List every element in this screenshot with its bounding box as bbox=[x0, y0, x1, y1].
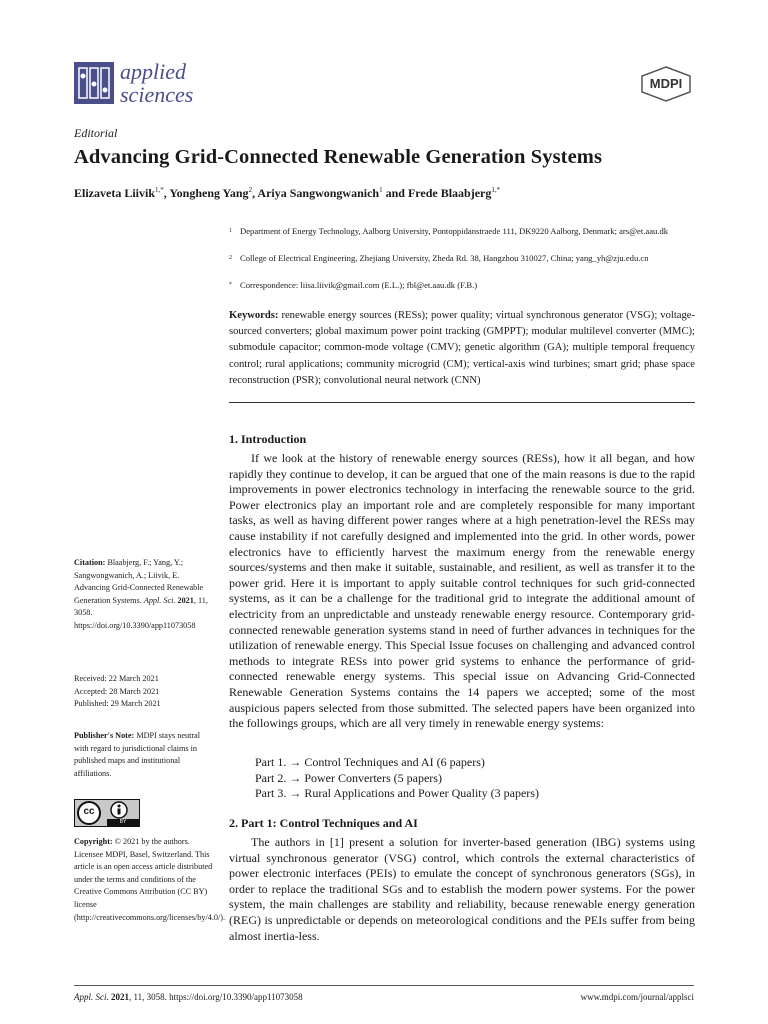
copyright-block bbox=[74, 836, 226, 924]
journal-logo[interactable] bbox=[74, 60, 234, 106]
author-separator: , bbox=[163, 186, 170, 200]
journal-logo-icon bbox=[74, 62, 114, 104]
affiliation-number: 1 bbox=[229, 228, 232, 234]
cc-cc-icon: cc bbox=[83, 806, 95, 817]
affiliation-text: College of Electrical Engineering, Zhejiang University, Zheda Rd. 38, Hangzhou 310027, China; yang_yh@zju.edu.cn bbox=[240, 253, 649, 263]
section-heading: 1. Introduction bbox=[229, 432, 307, 446]
cc-by-license-badge[interactable] bbox=[74, 799, 140, 827]
keywords-divider bbox=[229, 402, 695, 403]
author-separator: and bbox=[382, 186, 408, 200]
author-name[interactable]: Frede Blaabjerg bbox=[407, 186, 492, 200]
journal-name-line1: applied bbox=[120, 59, 186, 84]
author-affiliation-marker: 1 bbox=[379, 186, 383, 194]
received-date: Received: 22 March 2021 bbox=[74, 674, 159, 683]
dates-block bbox=[74, 673, 214, 711]
footer-citation bbox=[74, 992, 303, 1002]
citation-label: Citation: bbox=[74, 558, 106, 567]
author-name[interactable]: Ariya Sangwongwanich bbox=[257, 186, 380, 200]
accepted-date: Accepted: 28 March 2021 bbox=[74, 686, 160, 696]
footer-divider bbox=[74, 985, 694, 986]
affiliation-number: 2 bbox=[229, 255, 232, 261]
paragraph-text: The authors in [1] present a solution for inverter-based generation (IBG) systems using virtual synchronous generator (VSG) control, which controls the external characteristics of power electronic interfaces (PEIs) to emulate the concept of synchronous generators (SGs), in order to replace the traditional SGs and to establish the modern power systems. For the power system, the main challenges are stability and reliability, because renewable energy generation (REG) is unpredictable or depends on meteorological conditions and the PEIs suffer from being almost inertia-less. bbox=[229, 835, 695, 943]
footer-year: 2021 bbox=[111, 992, 129, 1002]
copyright-text: © 2021 by the authors. Licensee MDPI, Basel, Switzerland. This article is an open access article distributed under the terms and conditions of the Creative Commons Attribution (CC BY) license (http://creativecommons.org/licenses/by/4.0/). bbox=[74, 837, 226, 922]
footer-journal-url[interactable]: www.mdpi.com/journal/applsci bbox=[580, 992, 694, 1002]
author-affiliation-marker: 1,* bbox=[155, 186, 164, 194]
author-affiliation-marker: 2 bbox=[248, 186, 253, 194]
keywords-text: renewable energy sources (RESs); power quality; virtual synchronous generator (VSG); voltage-sourced converters; global maximum power point tracking (GMPPT); modular multilevel converter (MMC); submodule capacitor; common-mode voltage (CMV); genetic algorithm (GA); multiple temporal frequency control; rural applications; community microgrid (CM); vertical-axis wind turbines; smart grid; phase space reconstruction (PSR); convolutional neural network (CNN) bbox=[229, 310, 695, 386]
citation-text: Blaabjerg, F.; Yang, Y.; Sangwongwanich, A.; Liivik, E. Advancing Grid-Connected Renewable Generation Systems. bbox=[74, 558, 204, 605]
publisher-note-text: MDPI stays neutral with regard to jurisdictional claims in published maps and institutional affiliations. bbox=[74, 731, 201, 778]
parts-list bbox=[255, 755, 539, 802]
author-name[interactable]: Elizaveta Liivik bbox=[74, 186, 155, 200]
keywords-label: Keywords: bbox=[229, 310, 279, 321]
keywords-block bbox=[229, 308, 695, 389]
publisher-note-label: Publisher's Note: bbox=[74, 731, 135, 740]
author-list bbox=[74, 186, 500, 201]
journal-name bbox=[120, 60, 193, 106]
affiliation-text: Department of Energy Technology, Aalborg University, Pontoppidanstraede 111, DK9220 Aalborg, Denmark; ars@et.aau.dk bbox=[240, 226, 669, 236]
body-paragraph bbox=[229, 835, 695, 944]
publisher-name: MDPI bbox=[649, 76, 683, 91]
correspondence bbox=[229, 279, 694, 292]
citation-block bbox=[74, 557, 214, 633]
author-affiliation-marker: 1,* bbox=[491, 186, 501, 194]
body-paragraph bbox=[229, 451, 695, 732]
section-heading: 2. Part 1: Control Techniques and AI bbox=[229, 816, 418, 830]
published-date: Published: 29 March 2021 bbox=[74, 699, 161, 709]
citation-journal: Appl. Sci. bbox=[143, 595, 176, 605]
citation-year: 2021 bbox=[177, 595, 194, 605]
publisher-note bbox=[74, 730, 214, 780]
affiliation-item bbox=[229, 252, 694, 265]
affiliation-item bbox=[229, 225, 694, 238]
correspondence-text: Correspondence: liisa.liivik@gmail.com (E.L.); fbl@et.aau.dk (F.B.) bbox=[240, 280, 478, 290]
author-separator: , bbox=[252, 186, 258, 200]
journal-name-line2: sciences bbox=[120, 82, 194, 107]
mdpi-logo[interactable] bbox=[640, 66, 692, 102]
affiliation-number: * bbox=[229, 282, 232, 288]
article-title: Advancing Grid-Connected Renewable Generation Systems bbox=[74, 146, 603, 168]
author-name[interactable]: Yongheng Yang bbox=[169, 186, 249, 200]
article-type: Editorial bbox=[74, 126, 118, 140]
copyright-label: Copyright: bbox=[74, 837, 113, 846]
paragraph-text: If we look at the history of renewable energy sources (RESs), how it all began, and how rapidly they continue to develop, it can be argued that one of the main reasons is due to the rapid improvements in power electronics technology in interfacing the renewable source to the grid. Power electronics play an important role and are completely responsible for many important tasks, as well as having different power ranges where at a high penetration-level the RESs may cause instability if not carefully designed and implemented into the grid. In other words, power electronics have to efficiently harvest the maximum energy from the renewable energy sources/systems and then make it suitable, sustainable, and resilient, as well as transfer it to the power grid. Here it is important to apply suitable control techniques for such grid-connected systems, as it can be a challenge for the traditional grid to integrate the additional amount of electricity from an unpredictable and unsteady renewable energy resource. Contemporary grid-connected renewable generation systems stand in need of further advances in techniques for the utilization of renewable energy. This Special Issue focuses on challenging and advanced control methods to integrate RESs into power grid systems to enhance the performance of grid-connected renewable energy systems. This special issue on Advancing Grid-Connected Renewable Generation Systems contains the 14 papers we accepted; some of the most auspicious papers selected from those submitted. The selected papers have been organized into the followings groups, which are all very timely in renewable energy systems: bbox=[229, 451, 695, 731]
footer-doi[interactable]: , 11, 3058. https://doi.org/10.3390/app11073058 bbox=[129, 992, 303, 1002]
parts-list-item: Part 1. → Control Techniques and AI (6 papers) bbox=[255, 755, 485, 769]
footer-journal: Appl. Sci. bbox=[74, 992, 109, 1002]
parts-list-item: Part 2. → Power Converters (5 papers) bbox=[255, 770, 442, 785]
cc-by-label: BY bbox=[119, 819, 127, 825]
parts-list-item: Part 3. → Rural Applications and Power Quality (3 papers) bbox=[255, 786, 539, 801]
citation-doi[interactable]: , 11, 3058. https://doi.org/10.3390/app11073058 bbox=[74, 595, 208, 630]
